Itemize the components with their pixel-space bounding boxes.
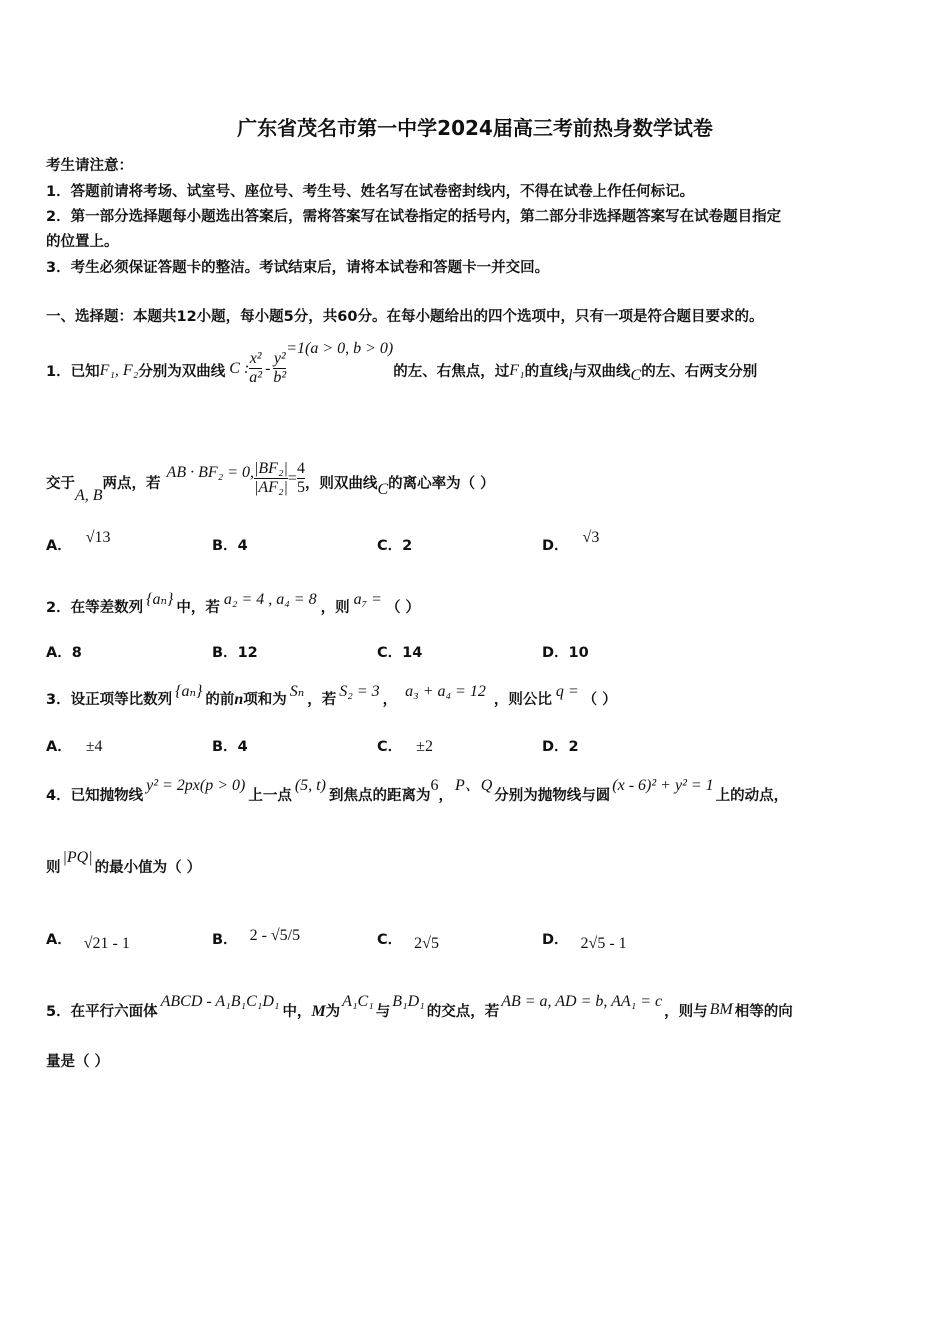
question-4-line-1: 4．已知抛物线y² = 2px(p > 0)上一点(5, t)到焦点的距离为6，P、Q分别为抛物线与圆(x - 6)² + y² = 1上的动点，: [46, 777, 789, 804]
q2-option-a[interactable]: A．8: [46, 645, 82, 661]
q1-option-d[interactable]: D． √3: [542, 529, 600, 554]
question-5-line-1: 5．在平行六面体ABCD - A₁B₁C₁D₁中，M为A₁C₁与B₁D₁的交点，若AB = a, AD = b, AA₁ = c，则与 BM 相等的向: [46, 993, 793, 1020]
q3-option-d[interactable]: D．2: [542, 739, 579, 755]
fraction-x-over-a: $\frac{\text{x²}}{\text{a²}}$: [249, 350, 263, 386]
q4-option-a[interactable]: A． √21 - 1: [46, 932, 130, 952]
fraction-y-over-b: $\frac{\text{y²}}{\text{b²}}$: [273, 350, 287, 386]
page-title: 广东省茂名市第一中学2024届高三考前热身数学试卷: [237, 116, 713, 140]
q3-option-c[interactable]: C． ±2: [377, 738, 433, 755]
question-4-line-2: 则|PQ|的最小值为（ ）: [46, 849, 202, 876]
q1-option-a[interactable]: A． √13: [46, 529, 111, 554]
q3-option-b[interactable]: B．4: [212, 739, 248, 755]
q2-option-d[interactable]: D．10: [542, 645, 589, 661]
q2-option-c[interactable]: C．14: [377, 645, 423, 661]
section-heading: 一、选择题：本题共12小题，每小题5分，共60分。在每小题给出的四个选项中，只有一项是符合题目要求的。: [46, 309, 764, 325]
notice-heading: 考生请注意：: [46, 158, 133, 174]
q1-option-c[interactable]: C．2: [377, 538, 413, 554]
question-5-line-2: 量是（ ）: [46, 1054, 110, 1070]
question-2: 2．在等差数列 {aₙ} 中，若 a₂ = 4 , a₄ = 8 ，则 a₇ = （ ）: [46, 591, 421, 616]
q4-option-b[interactable]: B． 2 - √5/5: [212, 927, 301, 948]
q4-option-c[interactable]: C． 2√5: [377, 932, 439, 952]
notice-item-3: 3．考生必须保证答题卡的整洁。考试结束后，请将本试卷和答题卡一并交回。: [46, 260, 550, 276]
notice-item-2b: 的位置上。: [46, 234, 119, 250]
q4-option-d[interactable]: D． 2√5 - 1: [542, 932, 627, 952]
fraction-bf2-over-af2: $\frac{\text{|BF₂|}}{\text{|AF₂|}}$: [254, 460, 288, 496]
notice-item-1: 1．答题前请将考场、试室号、座位号、考生号、姓名写在试卷密封线内，不得在试卷上作任何标记。: [46, 184, 695, 200]
question-3: 3．设正项等比数列 {aₙ} 的前n项和为 Sₙ ，若 S₂ = 3 ， a₃ + a₄ = 12 ，则公比 q = （ ）: [46, 683, 617, 708]
fraction-4-over-5: $\frac{4}{5}$: [296, 460, 305, 496]
q1-option-b[interactable]: B．4: [212, 538, 248, 554]
q2-option-b[interactable]: B．12: [212, 645, 258, 661]
q3-option-a[interactable]: A． ±4: [46, 738, 103, 755]
notice-item-2a: 2．第一部分选择题每小题选出答案后，需将答案写在试卷指定的括号内，第二部分非选择题答案写在试卷题目指定: [46, 209, 782, 225]
question-1-line-2: 交于A, B两点，若AB · BF₂ = 0, $\frac{\text{|BF₂|}}{\text{|AF₂|}}$ = $\frac{4}{5}$ ，则双曲线C的离心率为（ ）: [46, 460, 495, 504]
question-1-line-1: 1．已知F₁, F₂分别为双曲线 C : $\frac{\text{x²}}{\text{a²}}$ - $\frac{\text{y²}}{\text{b²}}$ =1(a > 0, b > 0)的左、右焦点，过F₁的直线l与双曲线C的左、右两支分别: [46, 339, 758, 386]
